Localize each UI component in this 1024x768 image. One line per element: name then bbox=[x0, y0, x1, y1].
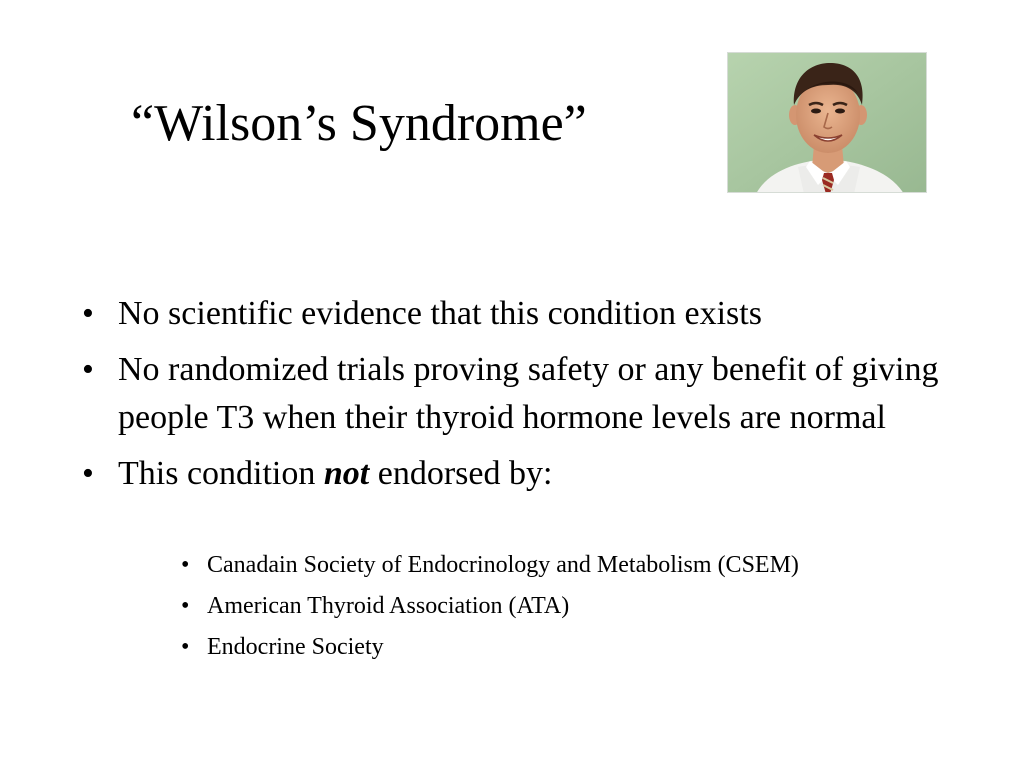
sub-bullet-item bbox=[181, 592, 961, 620]
sub-bullet-dot: • bbox=[181, 552, 190, 578]
bullet-dot: • bbox=[82, 455, 94, 492]
portrait-photo-icon bbox=[728, 53, 927, 193]
sub-bullet-dot: • bbox=[181, 593, 190, 619]
sub-bullet-list bbox=[181, 551, 961, 674]
slide-title: “Wilson’s Syndrome” bbox=[131, 95, 587, 152]
sub-bullet-text: American Thyroid Association (ATA) bbox=[207, 593, 570, 619]
bullet-text: No scientific evidence that this condition exists bbox=[118, 295, 762, 332]
bullet-list bbox=[80, 290, 960, 506]
sub-bullet-item bbox=[181, 551, 961, 579]
bullet-dot: • bbox=[82, 351, 94, 388]
bullet-emphasis: not bbox=[323, 455, 370, 492]
sub-bullet-text: Endocrine Society bbox=[207, 634, 384, 660]
portrait-photo bbox=[727, 52, 927, 193]
bullet-item bbox=[80, 346, 960, 442]
sub-bullet-item bbox=[181, 633, 961, 661]
sub-bullet-dot: • bbox=[181, 634, 190, 660]
bullet-text-before: This condition bbox=[118, 455, 324, 492]
bullet-text: No randomized trials proving safety or any benefit of giving people T3 when their thyroid hormone levels are normal bbox=[118, 351, 939, 436]
bullet-dot: • bbox=[82, 295, 94, 332]
bullet-text-after: endorsed by: bbox=[369, 455, 553, 492]
bullet-item bbox=[80, 290, 960, 338]
bullet-item bbox=[80, 450, 960, 498]
sub-bullet-text: Canadain Society of Endocrinology and Metabolism (CSEM) bbox=[207, 552, 799, 578]
